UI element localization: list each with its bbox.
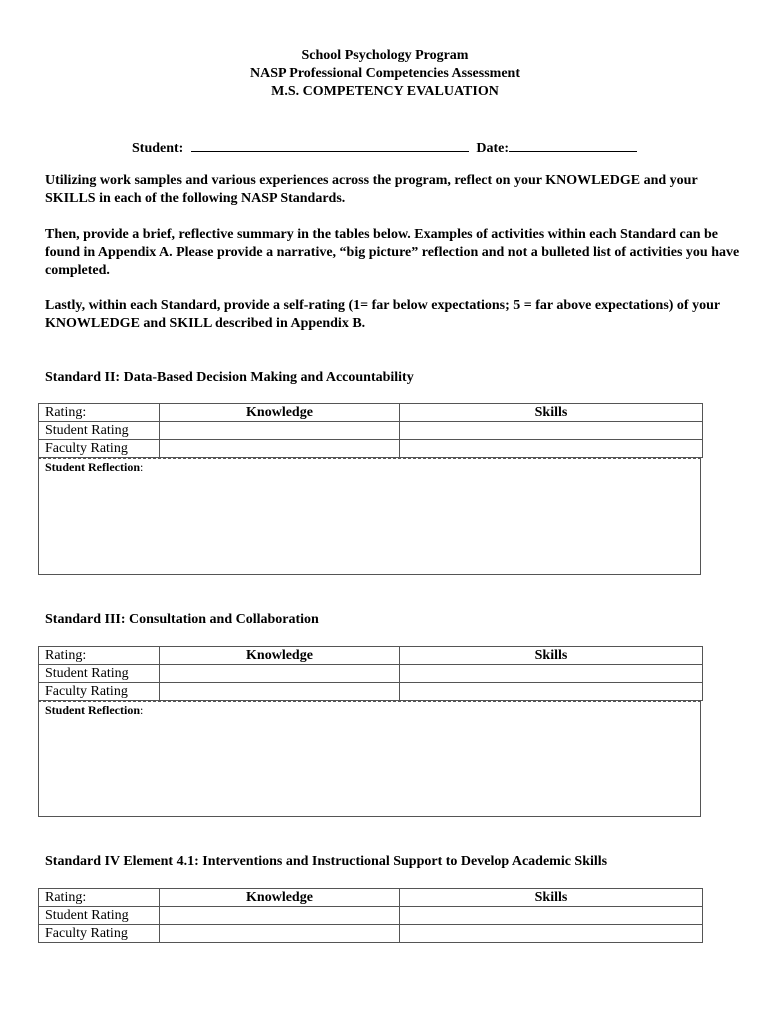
table-row (39, 440, 703, 458)
student-name-field[interactable] (191, 137, 469, 152)
rating-label: Rating: (39, 404, 160, 422)
table-row (39, 404, 703, 422)
faculty-knowledge-rating-cell[interactable] (160, 440, 400, 458)
student-knowledge-rating-cell[interactable] (160, 665, 400, 683)
student-rating-label: Student Rating (39, 422, 160, 440)
table-row (39, 907, 703, 925)
faculty-rating-label: Faculty Rating (39, 440, 160, 458)
skills-header: Skills (400, 647, 703, 665)
skills-header: Skills (400, 889, 703, 907)
student-date-line (132, 137, 637, 158)
student-label: Student: (132, 141, 184, 156)
student-rating-label: Student Rating (39, 665, 160, 683)
faculty-skills-rating-cell[interactable] (400, 683, 703, 701)
student-reflection-label: Student Reflection: (45, 703, 144, 717)
table-row (39, 422, 703, 440)
faculty-rating-label: Faculty Rating (39, 683, 160, 701)
evaluation-title: M.S. COMPETENCY EVALUATION (271, 84, 499, 99)
knowledge-header: Knowledge (160, 647, 400, 665)
instruction-paragraph-2: Then, provide a brief, reflective summary in the tables below. Examples of activities within each Standard can be found in Appendix A. Please provide a narrative, “big picture” reflection and not a bulleted list of activities you have completed. (45, 227, 740, 278)
assessment-title: NASP Professional Competencies Assessment (249, 66, 520, 81)
faculty-rating-label: Faculty Rating (39, 925, 160, 943)
student-skills-rating-cell[interactable] (400, 907, 703, 925)
table-row (39, 925, 703, 943)
standard-ii-reflection-box[interactable] (38, 458, 701, 575)
student-knowledge-rating-cell[interactable] (160, 422, 400, 440)
skills-header: Skills (400, 404, 703, 422)
faculty-skills-rating-cell[interactable] (400, 925, 703, 943)
standard-iii-rating-table (38, 646, 703, 701)
instruction-paragraph-3: Lastly, within each Standard, provide a self-rating (1= far below expectations; 5 = far above expectations) of your KNOWLEDGE and SKILL described in Appendix B. (45, 298, 720, 331)
standard-ii-title: Standard II: Data-Based Decision Making and Accountability (45, 370, 414, 385)
standard-iv-rating-table (38, 888, 703, 943)
knowledge-header: Knowledge (160, 889, 400, 907)
document-header (0, 47, 770, 101)
standard-iv-title: Standard IV Element 4.1: Interventions and Instructional Support to Develop Academic Skills (45, 854, 608, 869)
table-row (39, 665, 703, 683)
faculty-knowledge-rating-cell[interactable] (160, 925, 400, 943)
program-title: School Psychology Program (301, 48, 469, 63)
instruction-paragraph-1: Utilizing work samples and various experiences across the program, reflect on your KNOWLEDGE and your SKILLS in each of the following NASP Standards. (45, 173, 698, 206)
table-row (39, 889, 703, 907)
student-knowledge-rating-cell[interactable] (160, 907, 400, 925)
standard-iii-reflection-box[interactable] (38, 701, 701, 817)
table-row (39, 683, 703, 701)
student-reflection-label: Student Reflection: (45, 460, 144, 474)
rating-label: Rating: (39, 889, 160, 907)
rating-label: Rating: (39, 647, 160, 665)
table-row (39, 647, 703, 665)
student-skills-rating-cell[interactable] (400, 665, 703, 683)
date-field[interactable] (509, 137, 637, 152)
knowledge-header: Knowledge (160, 404, 400, 422)
standard-iii-title: Standard III: Consultation and Collaboration (45, 612, 319, 627)
student-rating-label: Student Rating (39, 907, 160, 925)
standard-ii-rating-table (38, 403, 703, 458)
student-skills-rating-cell[interactable] (400, 422, 703, 440)
faculty-knowledge-rating-cell[interactable] (160, 683, 400, 701)
faculty-skills-rating-cell[interactable] (400, 440, 703, 458)
date-label: Date: (476, 141, 510, 156)
